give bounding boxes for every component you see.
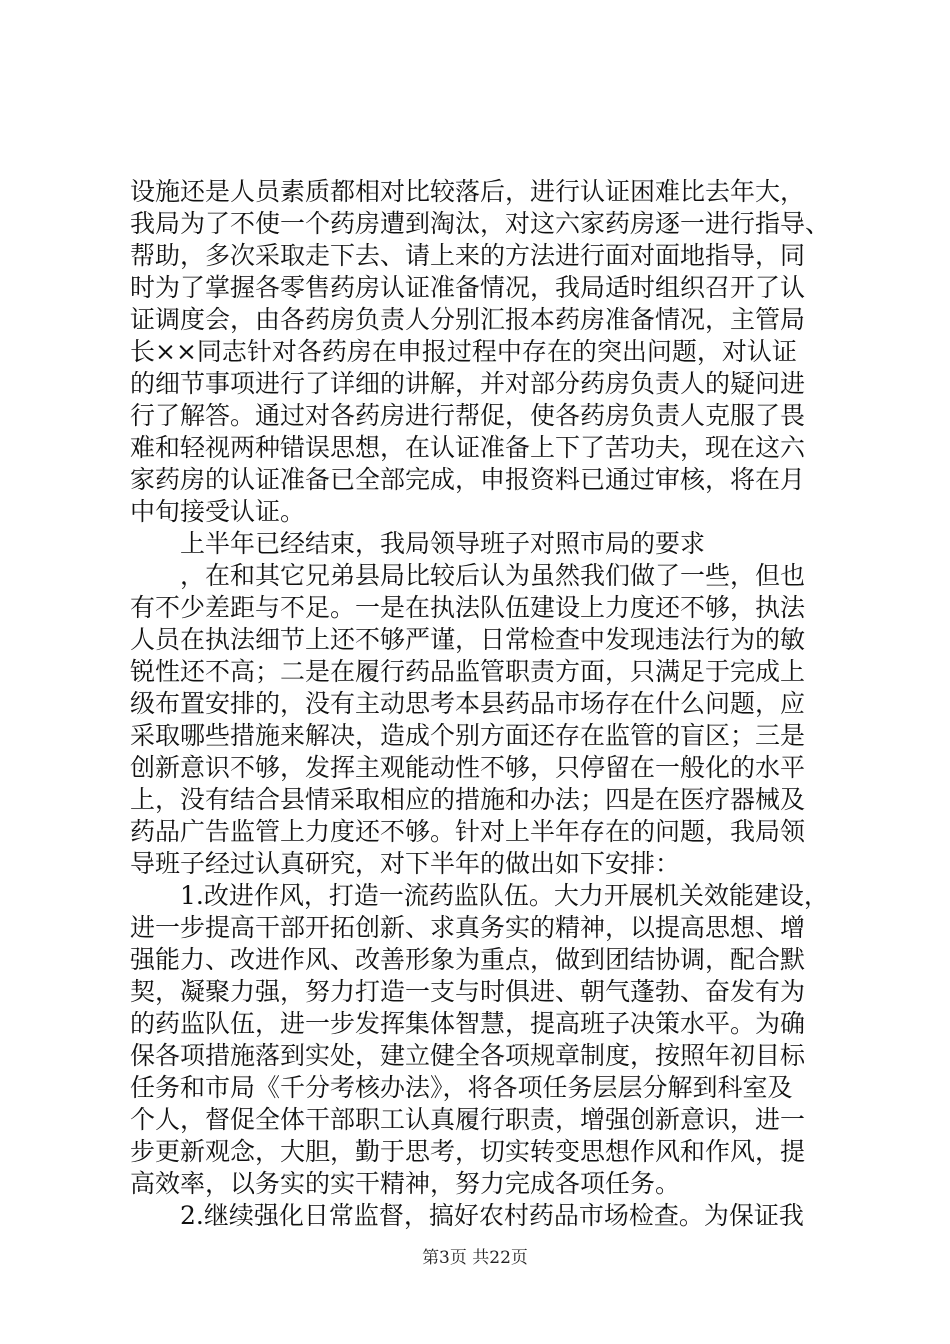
text-line: 创新意识不够，发挥主观能动性不够，只停留在一般化的水平 bbox=[130, 753, 806, 782]
text-line: 保各项措施落到实处，建立健全各项规章制度，按照年初目标 bbox=[130, 1041, 806, 1070]
text-line: 难和轻视两种错误思想，在认证准备上下了苦功夫，现在这六 bbox=[130, 433, 806, 462]
text-line: 上半年已经结束，我局领导班子对照市局的要求 bbox=[130, 529, 706, 558]
text-line: 帮助，多次采取走下去、请上来的方法进行面对面地指导，同 bbox=[130, 241, 806, 270]
text-line: 行了解答。通过对各药房进行帮促，使各药房负责人克服了畏 bbox=[130, 401, 806, 430]
text-line: 人员在执法细节上还不够严谨，日常检查中发现违法行为的敏 bbox=[130, 625, 806, 654]
text-line: 高效率，以务实的实干精神，努力完成各项任务。 bbox=[130, 1169, 681, 1198]
text-line: 药品广告监管上力度还不够。针对上半年存在的问题，我局领 bbox=[130, 817, 806, 846]
text-line: 个人，督促全体干部职工认真履行职责，增强创新意识，进一 bbox=[130, 1105, 806, 1134]
text-line: 的细节事项进行了详细的讲解，并对部分药房负责人的疑问进 bbox=[130, 369, 806, 398]
text-line: 长××同志针对各药房在申报过程中存在的突出问题，对认证 bbox=[130, 337, 797, 366]
text-line: 我局为了不使一个药房遭到淘汰，对这六家药房逐一进行指导、 bbox=[130, 209, 830, 238]
text-line: 2.继续强化日常监督，搞好农村药品市场检查。为保证我 bbox=[130, 1201, 804, 1230]
text-line: 导班子经过认真研究，对下半年的做出如下安排： bbox=[130, 849, 681, 878]
text-line: 契，凝聚力强，努力打造一支与时俱进、朝气蓬勃、奋发有为 bbox=[130, 977, 806, 1006]
text-line: 有不少差距与不足。一是在执法队伍建设上力度还不够，执法 bbox=[130, 593, 806, 622]
text-line: 证调度会，由各药房负责人分别汇报本药房准备情况，主管局 bbox=[130, 305, 806, 334]
text-line: 采取哪些措施来解决，造成个别方面还存在监管的盲区；三是 bbox=[130, 721, 806, 750]
text-line: 1.改进作风，打造一流药监队伍。大力开展机关效能建设， bbox=[130, 881, 829, 910]
text-line: 设施还是人员素质都相对比较落后，进行认证困难比去年大， bbox=[130, 177, 806, 206]
text-line: 强能力、改进作风、改善形象为重点，做到团结协调，配合默 bbox=[130, 945, 806, 974]
page-footer: 第3页 共22页 bbox=[422, 1248, 528, 1268]
text-line: 锐性还不高；二是在履行药品监管职责方面，只满足于完成上 bbox=[130, 657, 806, 686]
text-line: 进一步提高干部开拓创新、求真务实的精神，以提高思想、增 bbox=[130, 913, 806, 942]
text-line: 家药房的认证准备已全部完成，申报资料已通过审核，将在月 bbox=[130, 465, 806, 494]
document-body bbox=[130, 176, 830, 1232]
text-line: 时为了掌握各零售药房认证准备情况，我局适时组织召开了认 bbox=[130, 273, 806, 302]
text-line: 中旬接受认证。 bbox=[130, 497, 306, 526]
text-line: 任务和市局《千分考核办法》，将各项任务层层分解到科室及 bbox=[130, 1073, 793, 1102]
text-line: ，在和其它兄弟县局比较后认为虽然我们做了一些，但也 bbox=[130, 561, 806, 590]
text-line: 步更新观念，大胆，勤于思考，切实转变思想作风和作风，提 bbox=[130, 1137, 806, 1166]
text-line: 上，没有结合县情采取相应的措施和办法；四是在医疗器械及 bbox=[130, 785, 806, 814]
text-line: 的药监队伍，进一步发挥集体智慧，提高班子决策水平。为确 bbox=[130, 1009, 806, 1038]
text-line: 级布置安排的，没有主动思考本县药品市场存在什么问题，应 bbox=[130, 689, 806, 718]
